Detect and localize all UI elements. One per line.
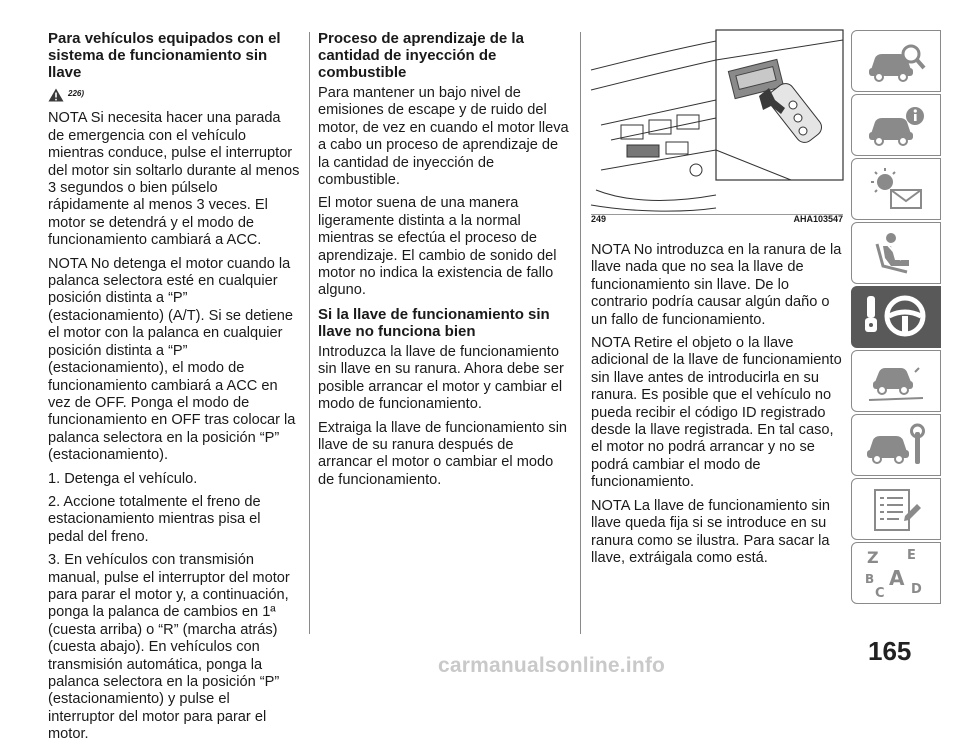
left-column: [48, 30, 300, 750]
seat-airbag-icon: [865, 230, 927, 276]
paragraph: 2. Accione totalmente el freno de estacionamiento mientras pisa el pedal del freno.: [48, 493, 261, 545]
column-divider: [580, 32, 581, 634]
tab-maintenance[interactable]: [851, 414, 941, 476]
tab-dashboard[interactable]: [851, 94, 941, 156]
specifications-list-icon: [865, 486, 927, 532]
tab-index[interactable]: [851, 542, 941, 604]
index-letter: C: [875, 586, 885, 601]
paragraph: 1. Detenga el vehículo.: [48, 470, 198, 487]
figure-number: 249: [591, 214, 607, 224]
paragraph: Introduzca la llave de funcionamiento sin llave en su ranura. Ahora debe ser posible arrancar el motor y cambiar el modo de funcionamiento.: [318, 343, 564, 413]
index-letter: D: [911, 582, 922, 597]
section-heading: Para vehículos equipados con el sistema de funcionamiento sin llave: [48, 30, 281, 81]
tab-warning-lights[interactable]: [851, 158, 941, 220]
page-number: 165: [868, 636, 912, 666]
paragraph: NOTA La llave de funcionamiento sin llave queda fija si se introduce en su ranura como se ilustra. Para sacar la llave, extráigala como está.: [591, 497, 831, 566]
paragraph: NOTA No introduzca en la ranura de la llave nada que no sea la llave de funcionamiento sin llave. De lo contrario podría causar algún daño o un fallo de funcionamiento.: [591, 242, 842, 328]
warning-triangle-icon: [48, 88, 64, 102]
warning-reference: [48, 85, 300, 102]
car-search-icon: [865, 38, 927, 84]
tab-safety[interactable]: [851, 222, 941, 284]
paragraph: Extraiga la llave de funcionamiento sin llave de su ranura después de arrancar el motor o cambiar el modo de funcionamiento.: [318, 419, 568, 488]
index-letter: B: [865, 572, 875, 586]
watermark: carmanualsonline.info: [438, 654, 666, 677]
figure-code: AHA103547: [793, 214, 843, 224]
paragraph: NOTA No detenga el motor cuando la palanca selectora esté en cualquier posición distinta a “P” (estacionamiento) (A/T). Si se detiene el motor con la palanca en cualquier posición distinta a “P” (estacionamiento), el modo de funcionamiento cambiará a ACC en vez de OFF. Ponga el modo de funcionamiento en OFF tras colocar la palanca selectora en la posición “P” (estacionamiento).: [48, 255, 296, 464]
paragraph: 3. En vehículos con transmisión manual, pulse el interruptor del motor para parar el motor y, a continuación, ponga la palanca de cambios en 1ª (cuesta arriba) o “R” (marcha atrás) (cuesta abajo). En vehículos con transmisión automática, ponga la palanca selectora en la posición “P” (estacionamiento) y pulse el interruptor del motor para parar el motor.: [48, 552, 290, 743]
tab-starting-and-driving[interactable]: [851, 286, 941, 348]
section-heading: Si la llave de funcionamiento sin llave no funciona bien: [318, 305, 550, 340]
right-column: [591, 242, 843, 573]
warning-ref-number: 226): [68, 89, 85, 98]
key-slot-illustration: [591, 30, 843, 224]
chapter-tabs: [851, 30, 941, 606]
car-breakdown-icon: [865, 358, 927, 404]
index-letter: E: [907, 548, 916, 563]
paragraph: El motor suena de una manera ligeramente distinta a la normal mientras se efectúa el proceso de aprendizaje. El cambio de sonido del motor no indica la existencia de fallo alguno.: [318, 195, 557, 299]
key-steering-wheel-icon: [861, 292, 931, 342]
paragraph: Para mantener un bajo nivel de emisiones de escape y de ruido del motor, de vez en cuando el motor lleva a cabo un proceso de aprendizaje de la cantidad de inyección de combustible.: [318, 85, 569, 189]
index-letter: A: [889, 566, 905, 590]
car-info-icon: [865, 102, 927, 148]
middle-column: [318, 30, 570, 495]
tab-technical-data[interactable]: [851, 478, 941, 540]
index-letter: Z: [867, 548, 879, 567]
warning-lights-icon: [865, 166, 927, 212]
tab-emergency[interactable]: [851, 350, 941, 412]
car-service-icon: [865, 422, 927, 468]
alphabetical-index-icon: [861, 547, 931, 599]
paragraph: NOTA Si necesita hacer una parada de emergencia con el vehículo mientras conduce, pulse el interruptor del motor sin soltarlo durante al menos 3 segundos o bien púlselo rápidamente al menos 3 veces. El motor se detendrá y el modo de funcionamiento cambiará a ACC.: [48, 110, 300, 249]
column-divider: [309, 32, 310, 634]
section-heading: Proceso de aprendizaje de la cantidad de inyección de combustible: [318, 30, 524, 81]
tab-know-your-vehicle[interactable]: [851, 30, 941, 92]
paragraph: NOTA Retire el objeto o la llave adicional de la llave de funcionamiento sin llave antes de introducirla en su ranura. Es posible que el vehículo no pueda recibir el código ID registrado desde la llave registrada. En tal caso, el motor no podrá arrancar y no se podrá cambiar el modo de funcionamiento.: [591, 335, 842, 491]
dashboard-key-slot-drawing: [591, 30, 843, 213]
